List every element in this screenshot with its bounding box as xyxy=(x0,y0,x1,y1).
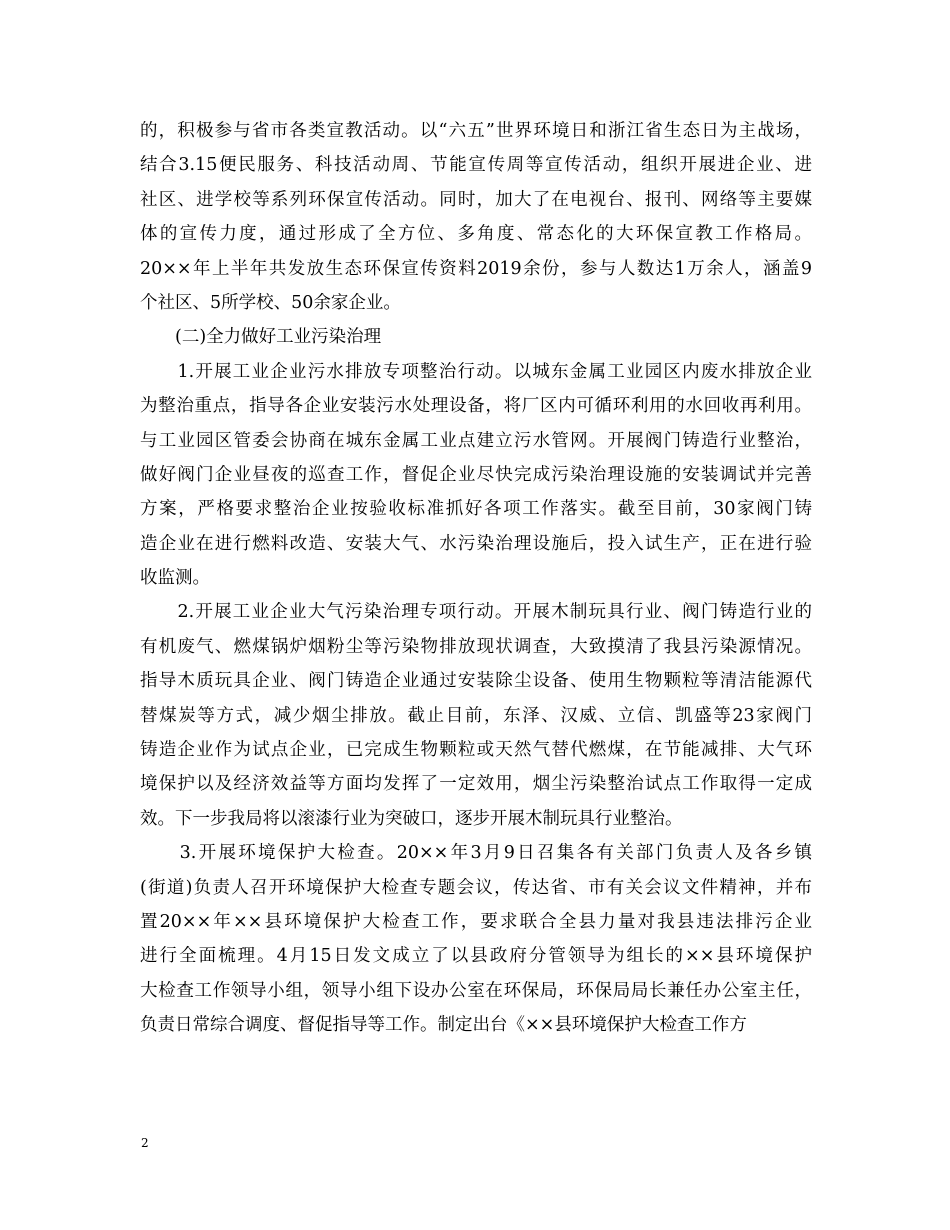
text-line: 20××年上半年共发放生态环保宣传资料2019余份，参与人数达1万余人，涵盖9 xyxy=(140,258,812,279)
text-line: (二)全力做好工业污染治理 xyxy=(140,327,382,348)
paragraph-p4 xyxy=(140,595,812,836)
paragraph-p5 xyxy=(140,836,812,1042)
page-number: 2 xyxy=(141,1136,149,1150)
text-line: 为整治重点，指导各企业安装污水处理设备，将厂区内可循环利用的水回收再利用。 xyxy=(140,396,812,417)
text-line: 的，积极参与省市各类宣教活动。以“六五”世界环境日和浙江省生态日为主战场， xyxy=(140,121,812,141)
text-line: 替煤炭等方式，减少烟尘排放。截止目前，东泽、汉威、立信、凯盛等23家阀门 xyxy=(140,705,812,726)
text-line: (街道)负责人召开环境保护大检查专题会议，传达省、市有关会议文件精神，并布 xyxy=(140,877,812,898)
paragraph-p1 xyxy=(140,114,812,320)
paragraph-p3 xyxy=(140,355,812,596)
text-line: 3.开展环境保护大检查。20××年3月9日召集各有关部门负责人及各乡镇 xyxy=(140,843,812,864)
text-line: 2.开展工业企业大气污染治理专项行动。开展木制玩具行业、阀门铸造行业的 xyxy=(140,602,812,623)
text-line: 1.开展工业企业污水排放专项整治行动。以城东金属工业园区内废水排放企业 xyxy=(140,361,812,382)
text-line: 指导木质玩具企业、阀门铸造企业通过安装除尘设备、使用生物颗粒等清洁能源代 xyxy=(140,671,812,692)
text-line: 效。下一步我局将以滚漆行业为突破口，逐步开展木制玩具行业整治。 xyxy=(140,808,683,829)
text-line: 负责日常综合调度、督促指导等工作。制定出台《××县环境保护大检查工作方 xyxy=(140,1015,747,1036)
text-line: 大检查工作领导小组，领导小组下设办公室在环保局，环保局局长兼任办公室主任， xyxy=(140,980,812,1001)
text-line: 方案，严格要求整治企业按验收标准抓好各项工作落实。截至目前，30家阀门铸 xyxy=(140,499,812,520)
text-line: 置20××年××县环境保护大检查工作，要求联合全县力量对我县违法排污企业 xyxy=(140,911,812,932)
text-line: 造企业在进行燃料改造、安装大气、水污染治理设施后，投入试生产，正在进行验 xyxy=(140,533,812,554)
text-line: 收监测。 xyxy=(140,568,210,589)
text-line: 个社区、5所学校、50余家企业。 xyxy=(140,292,401,313)
text-line: 进行全面梳理。4月15日发文成立了以县政府分管领导为组长的××县环境保护 xyxy=(140,946,812,967)
text-line: 有机废气、燃煤锅炉烟粉尘等污染物排放现状调查，大致摸清了我县污染源情况。 xyxy=(140,636,812,657)
text-line: 结合3.15便民服务、科技活动周、节能宣传周等宣传活动，组织开展进企业、进 xyxy=(140,155,812,176)
paragraph-p2 xyxy=(140,320,812,354)
text-line: 境保护以及经济效益等方面均发挥了一定效用，烟尘污染整治试点工作取得一定成 xyxy=(140,774,812,795)
text-line: 社区、进学校等系列环保宣传活动。同时，加大了在电视台、报刊、网络等主要媒 xyxy=(140,189,812,210)
text-line: 体的宣传力度，通过形成了全方位、多角度、常态化的大环保宣教工作格局。 xyxy=(140,224,812,245)
text-line: 铸造企业作为试点企业，已完成生物颗粒或天然气替代燃煤，在节能减排、大气环 xyxy=(140,740,812,761)
document-body xyxy=(140,114,812,1043)
text-line: 做好阀门企业昼夜的巡查工作，督促企业尽快完成污染治理设施的安装调试并完善 xyxy=(140,464,812,485)
text-line: 与工业园区管委会协商在城东金属工业点建立污水管网。开展阀门铸造行业整治， xyxy=(140,430,812,451)
